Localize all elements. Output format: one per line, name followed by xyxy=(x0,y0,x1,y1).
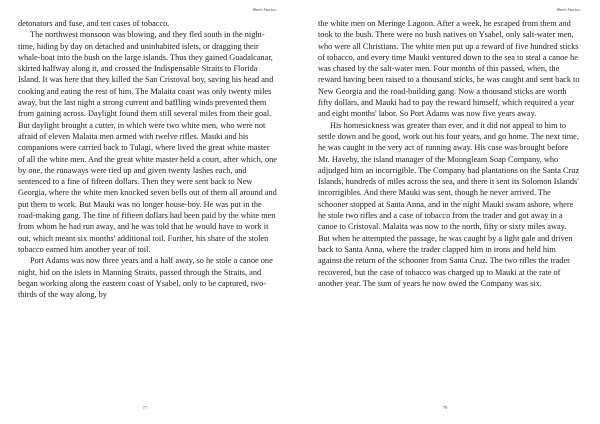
page-number-left: 77 xyxy=(142,405,148,410)
left-page xyxy=(0,0,290,424)
running-head-right: Short Stories xyxy=(556,7,580,12)
left-page-text xyxy=(18,18,278,300)
paragraph: Port Adams was now three years and a half away, so he stole a canoe one night, hid on the islets in Manning Straits, passed through the Straits, and began working along the eastern coast of Ysabel, only to be captured, two-thirds of the way along, by xyxy=(18,256,273,300)
paragraph: the white men on Meringe Lagoon. After a week, he escaped from them and took to the bush. There were no bush natives on Ysabel, only salt-water men, who were all Christians. The white men put up a reward of five hundred sticks of tobacco, and every time Mauki ventured down to the sea to steal a canoe he was chased by the salt-water men. Four months of this passed, when, the reward having been raised to a thousand sticks, he was caught and sent back to New Georgia and the road-building gang. Now a thousand sticks are worth fifty dollars, and Mauki had to pay the reward himself, which required a year and eight months' labor. So Port Adams was now five years away. xyxy=(318,19,580,119)
running-head-left: Short Stories xyxy=(252,7,276,12)
page-number-right: 78 xyxy=(442,405,448,410)
right-page-text xyxy=(318,18,580,289)
paragraph: The northwest monsoon was blowing, and they fled south in the night-time, hiding by day on detached and uninhabited islets, or dragging their whale-boat into the bush on the large islands. Thus they gained Guadalcanar, skirted halfway along it, and crossed the Indispensable Straits to Florida Island. It was here that they killed the San Cristoval boy, saving his head and cooking and eating the rest of him. The Malaita coast was only twenty miles away, but the last night a strong current and baffling winds prevented them from gaining across. Daylight found them still several miles from their goal. But daylight brought a cutter, in which were two white men, who were not afraid of eleven Malaita men armed with twelve rifles. Mauki and his companions were carried back to Tulagi, where lived the great white master of all the white men. And the great white master held a court, after which, one by one, the runaways were tied up and given twenty lashes each, and sentenced to a fine of fifteen dollars. Then they were sent back to New Georgia, where the white men knocked seven bells out of them all around and put them to work. But Mauki was no longer house-boy. He was put in the road-making gang. The fine of fifteen dollars had been paid by the white men from whom he had run away, and he was told that he would have to work it out, which meant six months' additional toil. Further, his share of the stolen tobacco earned him another year of toil. xyxy=(18,30,277,254)
paragraph: His homesickness was greater than ever, and it did not appeal to him to settle down and be good, work out his four years, and go home. The next time, he was caught in the very act of running away. His case was brought before Mr. Haveby, the island manager of the Moongleam Soap Company, who adjudged him an incorrigible. The Company had plantations on the Santa Cruz Islands, hundreds of miles across the sea, and there it sent its Solomon Islands' incorrigibles. And there Mauki was sent, though he never arrived. The schooner stopped at Santa Anna, and in the night Mauki swam ashore, where he stole two rifles and a case of tobacco from the trader and got away in a canoe to Cristoval. Malaita was now to the north, fifty or sixty miles away. But when he attempted the passage, he was caught by a light gale and driven back to Santa Anna, where the trader clapped him in irons and held him against the return of the schooner from Santa Cruz. The two rifles the trader recovered, but the case of tobacco was charged up to Mauki at the rate of another year. The sum of years he now owed the Company was six. xyxy=(318,120,580,288)
paragraph: detonators and fuse, and ten cases of tobacco. xyxy=(18,19,170,28)
right-page xyxy=(300,0,590,424)
